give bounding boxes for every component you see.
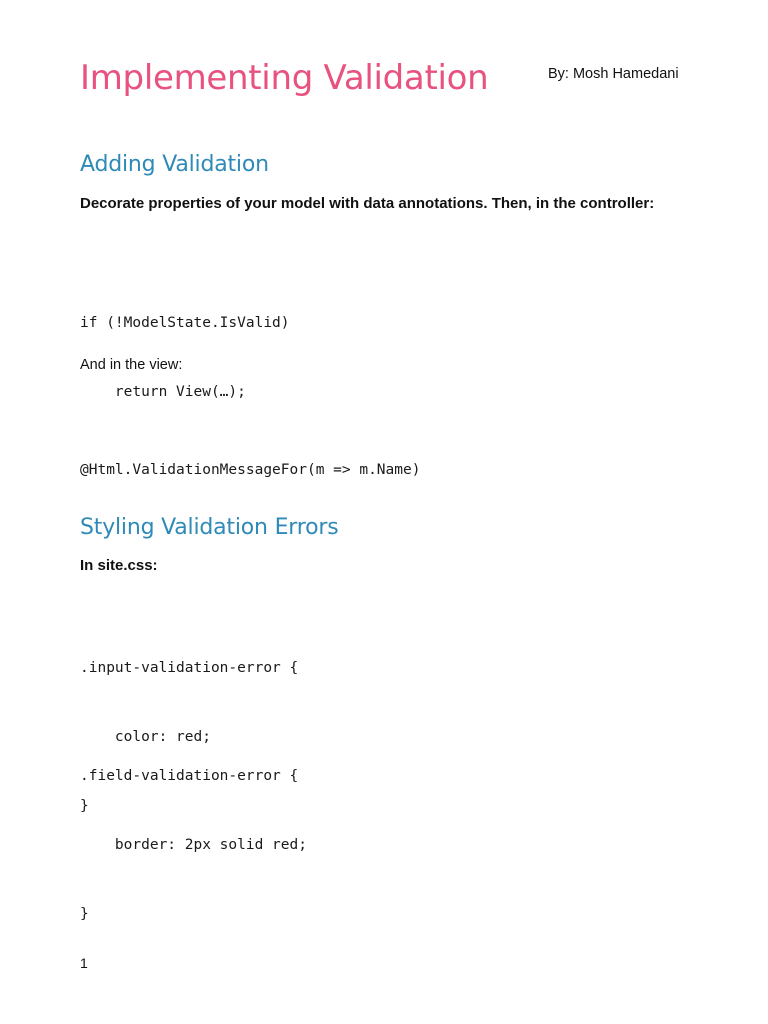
- author-byline: By: Mosh Hamedani: [548, 66, 679, 82]
- code-block-controller: [80, 266, 290, 427]
- section-intro-text: Decorate properties of your model with data annotations. Then, in the controller:: [80, 195, 655, 212]
- view-intro-text: And in the view:: [80, 357, 183, 373]
- code-line: .input-validation-error {: [80, 660, 299, 676]
- code-line: }: [80, 906, 89, 922]
- code-block-view: [80, 413, 420, 505]
- code-line: .field-validation-error {: [80, 768, 299, 784]
- page-number: 1: [80, 955, 88, 971]
- code-line: return View(…);: [80, 384, 246, 400]
- section-intro-text: In site.css:: [80, 557, 158, 574]
- code-line: }: [80, 798, 89, 814]
- code-block-field-validation-css: [80, 719, 307, 949]
- code-line: border: 2px solid red;: [80, 837, 307, 853]
- code-line: color: red;: [80, 729, 211, 745]
- page-title: Implementing Validation: [80, 58, 489, 98]
- code-line: @Html.ValidationMessageFor(m => m.Name): [80, 462, 421, 478]
- section-heading-styling-validation-errors: Styling Validation Errors: [80, 515, 339, 540]
- code-line: if (!ModelState.IsValid): [80, 315, 290, 331]
- section-heading-adding-validation: Adding Validation: [80, 152, 269, 177]
